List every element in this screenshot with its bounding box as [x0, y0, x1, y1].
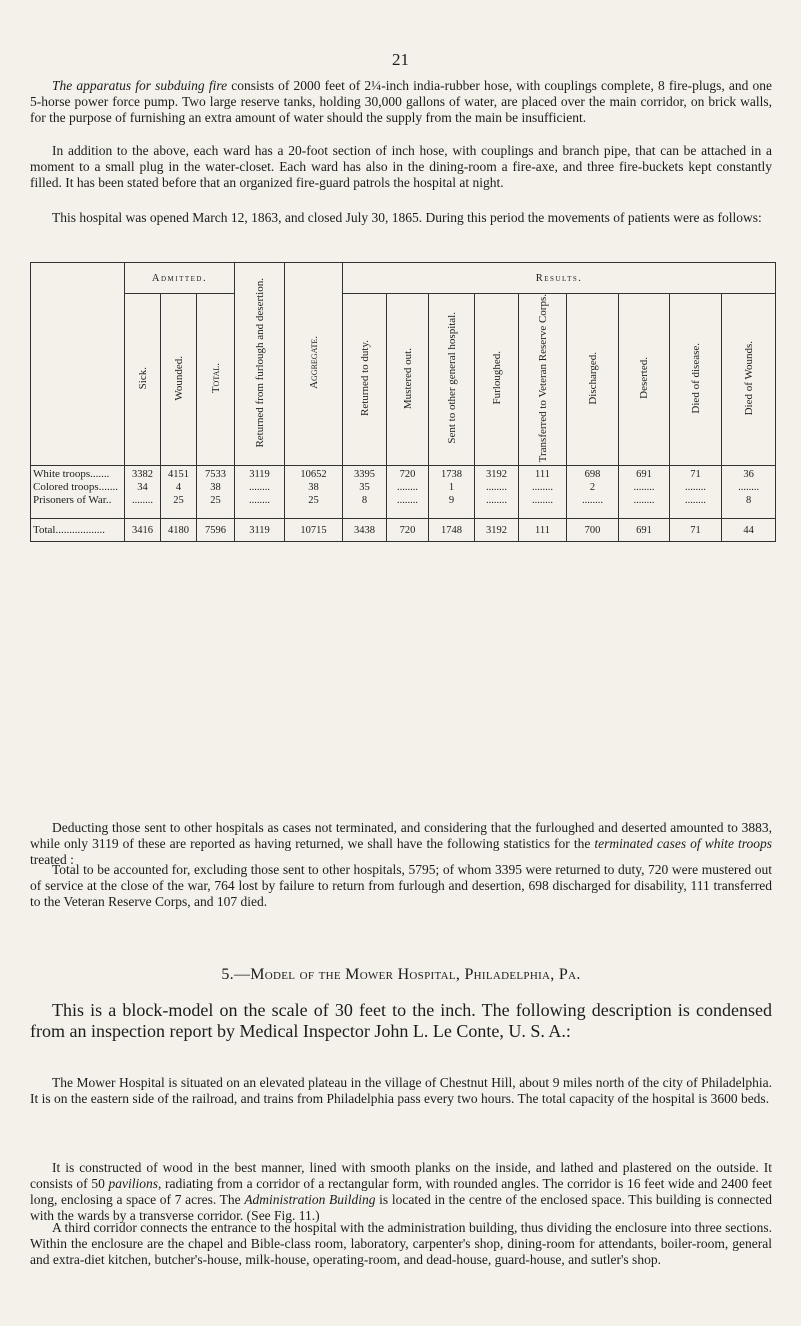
cell-value: 691 — [636, 469, 652, 481]
cell-deserted — [619, 466, 670, 519]
header-sick — [125, 294, 161, 466]
header-label: Wounded. — [172, 355, 185, 401]
header-returned-duty — [343, 294, 387, 466]
total-returned-duty: 3438 — [343, 519, 387, 542]
patient-movement-table — [30, 262, 776, 542]
cell-value: 8 — [361, 495, 368, 507]
section-heading — [30, 966, 772, 984]
cell-aggregate — [285, 466, 343, 519]
cell-died-wounds — [722, 466, 776, 519]
row-label-white: White troops....... — [33, 468, 110, 481]
paragraph-emphasis: The apparatus for subduing fire — [52, 78, 228, 93]
cell-value: ........ — [249, 495, 270, 507]
total-returned-furlough: 3119 — [235, 519, 285, 542]
cell-value: 1 — [448, 482, 455, 494]
cell-value: ........ — [633, 482, 655, 494]
paragraph-totals: Total to be accounted for, excluding those sent to other hospitals, 5795; of whom 3395 were returned to duty, 720 were mustered out of service at the close of the war, 764 lost by failure to return from furlough and desertion, 698 discharged for disability, 111 transferred to the Veteran Reserve Corps, and 107 died. — [30, 862, 772, 909]
cell-value: 34 — [137, 482, 148, 494]
total-aggregate: 10715 — [285, 519, 343, 542]
paragraph-emphasis: pavilions — [108, 1176, 158, 1191]
cell-value: 2 — [589, 482, 596, 494]
paragraph-ward-hose: In addition to the above, each ward has a 20-foot section of inch hose, with couplings and branch pipe, that can be attached in a moment to a small plug in the water-closet. Each ward has also in the dining-room a fire-axe, and three fire-buckets kept constantly filled. It has been stated before that an organized fire-guard patrols the hospital at night. — [30, 143, 772, 190]
cell-value: 3395 — [354, 469, 375, 481]
table-total-row — [31, 519, 776, 542]
cell-value: ........ — [397, 495, 418, 507]
paragraph-fire-apparatus — [30, 78, 772, 126]
header-wounded — [161, 294, 197, 466]
cell-value: 9 — [448, 495, 455, 507]
header-admitted: Admitted. — [125, 263, 235, 294]
cell-value: ........ — [486, 482, 507, 494]
cell-value: ........ — [582, 495, 603, 507]
header-label: Sick. — [136, 367, 149, 390]
cell-value: 25 — [308, 495, 319, 507]
row-label-colored: Colored troops....... — [33, 481, 118, 494]
total-transferred: 111 — [519, 519, 567, 542]
paragraph-text: , radiating from a corridor of a rectangular form, with rounded angles. The corridor is 16 feet wide and 2400 feet long, enclosing a space of 7 acres. The — [30, 1176, 772, 1207]
table-corner-cell — [31, 263, 125, 466]
header-total — [197, 294, 235, 466]
total-sick: 3416 — [125, 519, 161, 542]
cell-value: 36 — [743, 469, 754, 481]
cell-value: ........ — [685, 495, 706, 507]
paragraph-corridors: A third corridor connects the entrance to the hospital with the administration building, thus dividing the enclosure into three sections. Within the enclosure are the chapel and Bible-class room, laboratory, carpenter's shop, dining-room for attendants, boiler-room, general and extra-diet kitchen, butcher's-house, milk-house, operating-room, and dead-house, guard-house, and sutler's shop. — [30, 1220, 772, 1267]
cell-value: 38 — [210, 482, 221, 494]
header-label: Died of disease. — [689, 342, 702, 414]
cell-value: 698 — [584, 469, 601, 481]
cell-value: 111 — [535, 469, 550, 481]
header-label: Sent to other general hospital. — [445, 312, 458, 444]
cell-sick — [125, 466, 161, 519]
total-discharged: 700 — [567, 519, 619, 542]
page-number: 21 — [392, 50, 409, 69]
cell-value: 38 — [308, 482, 319, 494]
row-label-total: Total.................. — [31, 519, 125, 542]
section-number: 5.— — [221, 966, 251, 983]
total-sent-other: 1748 — [429, 519, 475, 542]
header-label: Furloughed. — [490, 351, 503, 405]
total-total: 7596 — [197, 519, 235, 542]
total-died-wounds: 44 — [722, 519, 776, 542]
cell-value: 3382 — [132, 469, 153, 481]
header-aggregate — [285, 263, 343, 466]
header-label: Total. — [209, 363, 222, 394]
cell-discharged — [567, 466, 619, 519]
cell-value: 720 — [399, 469, 416, 481]
cell-value: ........ — [532, 482, 553, 494]
cell-furloughed — [475, 466, 519, 519]
cell-wounded — [161, 466, 197, 519]
header-label: Discharged. — [586, 351, 599, 405]
cell-value: 1738 — [441, 469, 462, 481]
header-discharged — [567, 294, 619, 466]
paragraph-text: treated : — [30, 852, 74, 867]
row-label-prisoners: Prisoners of War.. — [33, 494, 112, 507]
cell-value: 3192 — [486, 469, 507, 481]
cell-value: ........ — [132, 495, 153, 507]
paragraph-deductions — [30, 820, 772, 868]
cell-value: 8 — [745, 495, 752, 507]
cell-value: ........ — [249, 482, 270, 494]
cell-value: ........ — [532, 495, 553, 507]
cell-value: 35 — [359, 482, 370, 494]
header-label: Mustered out. — [401, 347, 414, 409]
header-label: Aggregate. — [307, 336, 320, 390]
cell-value: 7533 — [205, 469, 226, 481]
paragraph-hospital-dates: This hospital was opened March 12, 1863, and closed July 30, 1865. During this period the movements of patients were as follows: — [52, 210, 762, 225]
cell-value: 4 — [175, 482, 182, 494]
cell-returned-duty — [343, 466, 387, 519]
header-label: Deserted. — [638, 357, 650, 400]
header-transferred — [519, 294, 567, 466]
total-wounded: 4180 — [161, 519, 197, 542]
cell-transferred — [519, 466, 567, 519]
paragraph-block-model: This is a block-model on the scale of 30 feet to the inch. The following description is condensed from an inspection report by Medical Inspector John L. Le Conte, U. S. A.: — [30, 1000, 772, 1041]
header-died-disease — [670, 294, 722, 466]
cell-value: ........ — [486, 495, 507, 507]
paragraph-text: is located in the centre of the enclosed space. This building is connected with the wards by a transverse corridor. (See Fig. 11.) — [30, 1192, 772, 1223]
paragraph-text: It is constructed of wood in the best manner, lined with smooth planks on the inside, and lathed and plastered on the outside. It consists of 50 — [30, 1160, 772, 1191]
cell-value: 10652 — [300, 469, 327, 481]
cell-died-disease — [670, 466, 722, 519]
header-label: Died of Wounds. — [742, 340, 755, 416]
header-results: Results. — [343, 263, 776, 294]
cell-mustered-out — [387, 466, 429, 519]
header-deserted — [619, 294, 670, 466]
cell-returned-furlough — [235, 466, 285, 519]
cell-value: 3119 — [249, 469, 270, 481]
total-deserted: 691 — [619, 519, 670, 542]
row-labels — [31, 466, 125, 519]
header-returned-furlough — [235, 263, 285, 466]
cell-value: 25 — [210, 495, 221, 507]
cell-value: ........ — [633, 495, 655, 507]
header-mustered-out — [387, 294, 429, 466]
header-furloughed — [475, 294, 519, 466]
cell-value: ........ — [685, 482, 706, 494]
paragraph-emphasis: Administration Building — [244, 1192, 376, 1207]
total-mustered-out: 720 — [387, 519, 429, 542]
paragraph-text: Deducting those sent to other hospitals as cases not terminated, and considering that the furloughed and deserted amounted to 3883, while only 3119 of these are reported as having returned, we shall have the following statistics for the — [30, 820, 772, 851]
paragraph-location: The Mower Hospital is situated on an elevated plateau in the village of Chestnut Hill, about 9 miles north of the city of Philadelphia. It is on the eastern side of the railroad, and trains from Philadelphia pass every two hours. The total capacity of the hospital is 3600 beds. — [30, 1075, 772, 1106]
cell-total — [197, 466, 235, 519]
section-title: Model of the Mower Hospital, Philadelphia, Pa. — [250, 966, 581, 983]
header-died-wounds — [722, 294, 776, 466]
total-furloughed: 3192 — [475, 519, 519, 542]
cell-value: ........ — [738, 482, 760, 494]
cell-sent-other — [429, 466, 475, 519]
cell-value: ........ — [397, 482, 418, 494]
table-body-row — [31, 466, 776, 519]
cell-value: 25 — [173, 495, 184, 507]
header-label: Returned from furlough and desertion. — [253, 277, 266, 448]
header-sent-other — [429, 294, 475, 466]
cell-value: 71 — [690, 469, 701, 481]
paragraph-emphasis: terminated cases of white troops — [594, 836, 772, 851]
cell-value: 4151 — [168, 469, 189, 481]
paragraph-construction — [30, 1160, 772, 1224]
header-label: Transferred to Veteran Reserve Corps. — [536, 294, 549, 463]
total-died-disease: 71 — [670, 519, 722, 542]
paragraph-text: consists of 2000 feet of 2¼-inch india-rubber hose, with couplings complete, 8 fire-plugs, and one 5-horse power force pump. Two large reserve tanks, holding 30,000 gallons of water, are placed over the main corridor, on brick walls, for the purpose of furnishing an extra amount of water should the supply from the main be insufficient. — [30, 78, 772, 125]
header-label: Returned to duty. — [358, 340, 371, 417]
